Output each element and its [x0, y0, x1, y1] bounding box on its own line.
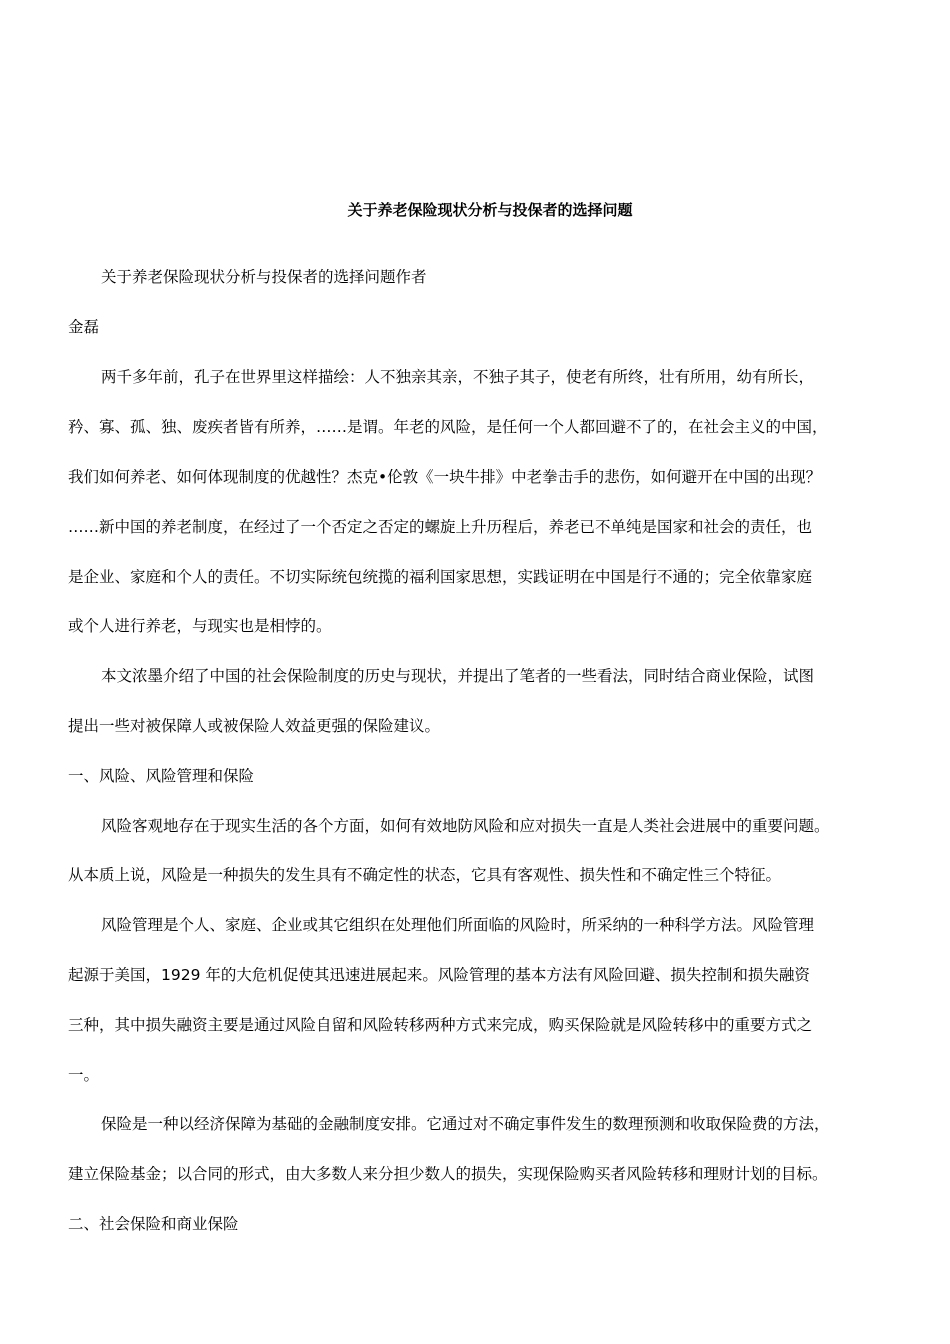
author-name: 金磊 [68, 318, 100, 336]
section-heading: 二、社会保险和商业保险 [68, 1215, 239, 1233]
document-title: 关于养老保险现状分析与投保者的选择问题 [347, 201, 633, 219]
paragraph-line: 风险管理是个人、家庭、企业或其它组织在处理他们所面临的风险时，所采纳的一种科学方法。风险管理 [101, 916, 815, 934]
paragraph-line: 一。 [68, 1066, 100, 1084]
author-line: 关于养老保险现状分析与投保者的选择问题作者 [101, 268, 427, 286]
paragraph-line: ……新中国的养老制度，在经过了一个否定之否定的螺旋上升历程后，养老已不单纯是国家和社会的责任，也 [68, 518, 813, 536]
paragraph-line: 起源于美国，1929 年的大危机促使其迅速进展起来。风险管理的基本方法有风险回避、损失控制和损失融资 [68, 966, 810, 984]
paragraph-line: 或个人进行养老，与现实也是相悖的。 [68, 617, 332, 635]
paragraph-line: 建立保险基金；以合同的形式，由大多数人来分担少数人的损失，实现保险购买者风险转移和理财计划的目标。 [68, 1165, 828, 1183]
paragraph-line: 是企业、家庭和个人的责任。不切实际统包统揽的福利国家思想，实践证明在中国是行不通的；完全依靠家庭 [68, 568, 813, 586]
paragraph-line: 我们如何养老、如何体现制度的优越性？杰克•伦敦《一块牛排》中老拳击手的悲伤，如何避开在中国的出现？ [68, 468, 822, 486]
paragraph-line: 风险客观地存在于现实生活的各个方面，如何有效地防风险和应对损失一直是人类社会进展中的重要问题。 [101, 817, 830, 835]
paragraph-line: 提出一些对被保障人或被保险人效益更强的保险建议。 [68, 717, 441, 735]
paragraph-line: 矜、寡、孤、独、废疾者皆有所养，……是谓。年老的风险，是任何一个人都回避不了的，在社会主义的中国， [68, 418, 828, 436]
paragraph-line: 两千多年前，孔子在世界里这样描绘：人不独亲其亲，不独子其子，使老有所终，壮有所用，幼有所长， [101, 368, 815, 386]
paragraph-line: 从本质上说，风险是一种损失的发生具有不确定性的状态，它具有客观性、损失性和不确定性三个特征。 [68, 866, 782, 884]
paragraph-line: 三种，其中损失融资主要是通过风险自留和风险转移两种方式来完成，购买保险就是风险转移中的重要方式之 [68, 1016, 813, 1034]
paragraph-line: 本文浓墨介绍了中国的社会保险制度的历史与现状，并提出了笔者的一些看法，同时结合商业保险，试图 [101, 667, 815, 685]
paragraph-line: 保险是一种以经济保障为基础的金融制度安排。它通过对不确定事件发生的数理预测和收取保险费的方法， [101, 1115, 830, 1133]
section-heading: 一、风险、风险管理和保险 [68, 767, 255, 785]
